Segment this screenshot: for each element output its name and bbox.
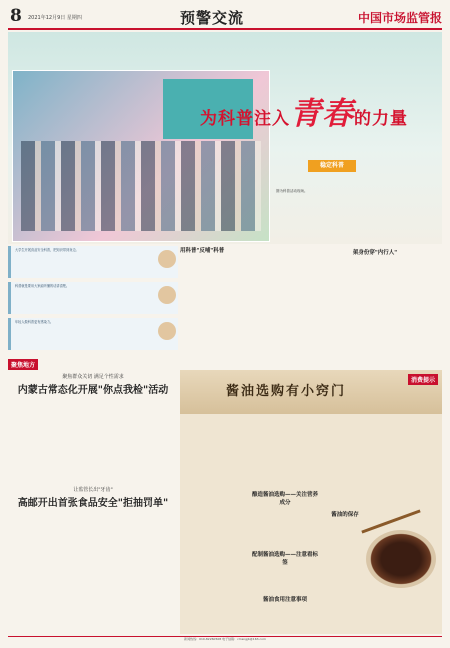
article-headline: 高邮开出首张食品安全"拒抽罚单" (17, 498, 169, 509)
article-headline: 内蒙古常态化开展"你点我检"活动 (17, 385, 169, 396)
quote-box (8, 246, 178, 278)
section-title: 预警交流 (180, 9, 245, 27)
people-in-photo (21, 141, 261, 231)
subheading: 架身份穿"内行人" (352, 250, 398, 256)
subheading: 配制酱油选购——注意看标签 (251, 552, 318, 566)
quote-text: 大学生开展食品安全科普，把知识带到身边。 (15, 248, 79, 252)
hero-ribbon: 稳定科普 (308, 160, 356, 172)
article-subtitle: 聚焦群众关切 满足个性需求 (62, 374, 124, 380)
hero-feature (8, 32, 442, 244)
avatar (158, 286, 176, 304)
newspaper-page (8, 6, 442, 642)
feature-title: 酱油选购有小窍门 (226, 384, 347, 399)
hero-caption: 图为科普活动现场。 (276, 189, 308, 193)
section-tag: 聚焦地方 (8, 359, 38, 370)
hero-title-big: 青春 (290, 96, 354, 132)
issue-date: 2021年12月9日 星期四 (28, 15, 82, 21)
section-tag: 消费提示 (408, 374, 438, 385)
newspaper-logo: 中国市场监管报 (357, 11, 442, 25)
quote-column (8, 246, 178, 346)
soy-sauce-bowl-image (366, 530, 436, 588)
quote-text: 科普就是要用大家能听懂的话讲清楚。 (15, 284, 70, 288)
feature-text (180, 418, 442, 634)
hero-title-suffix: 的力量 (354, 109, 408, 129)
quote-box (8, 282, 178, 314)
quote-box (8, 318, 178, 350)
article-right-column (308, 246, 442, 368)
page-number: 8 (10, 6, 22, 26)
page-footer: 新闻热线：010-82260508 电子信箱：cmsngjb@163.com (8, 636, 442, 643)
news-column (8, 352, 178, 634)
avatar (158, 322, 176, 340)
page-header (8, 6, 442, 30)
quote-text: 年轻人做科普更有感染力。 (15, 320, 54, 324)
article-middle-column (180, 246, 306, 344)
hero-title-prefix: 为科普注入 (200, 109, 290, 129)
avatar (158, 250, 176, 268)
subheading: 酱油的保存 (331, 512, 359, 518)
subheading: 酿造酱油选购——关注营养成分 (251, 492, 318, 506)
consumer-tips-feature (180, 370, 442, 634)
subheading: 用科普"反哺"科普 (180, 248, 225, 254)
subheading: 酱油食用注意事项 (262, 597, 307, 603)
article-subtitle: 让监管长出"牙齿" (73, 487, 113, 493)
feature-banner (180, 370, 442, 414)
hero-title (200, 88, 408, 133)
